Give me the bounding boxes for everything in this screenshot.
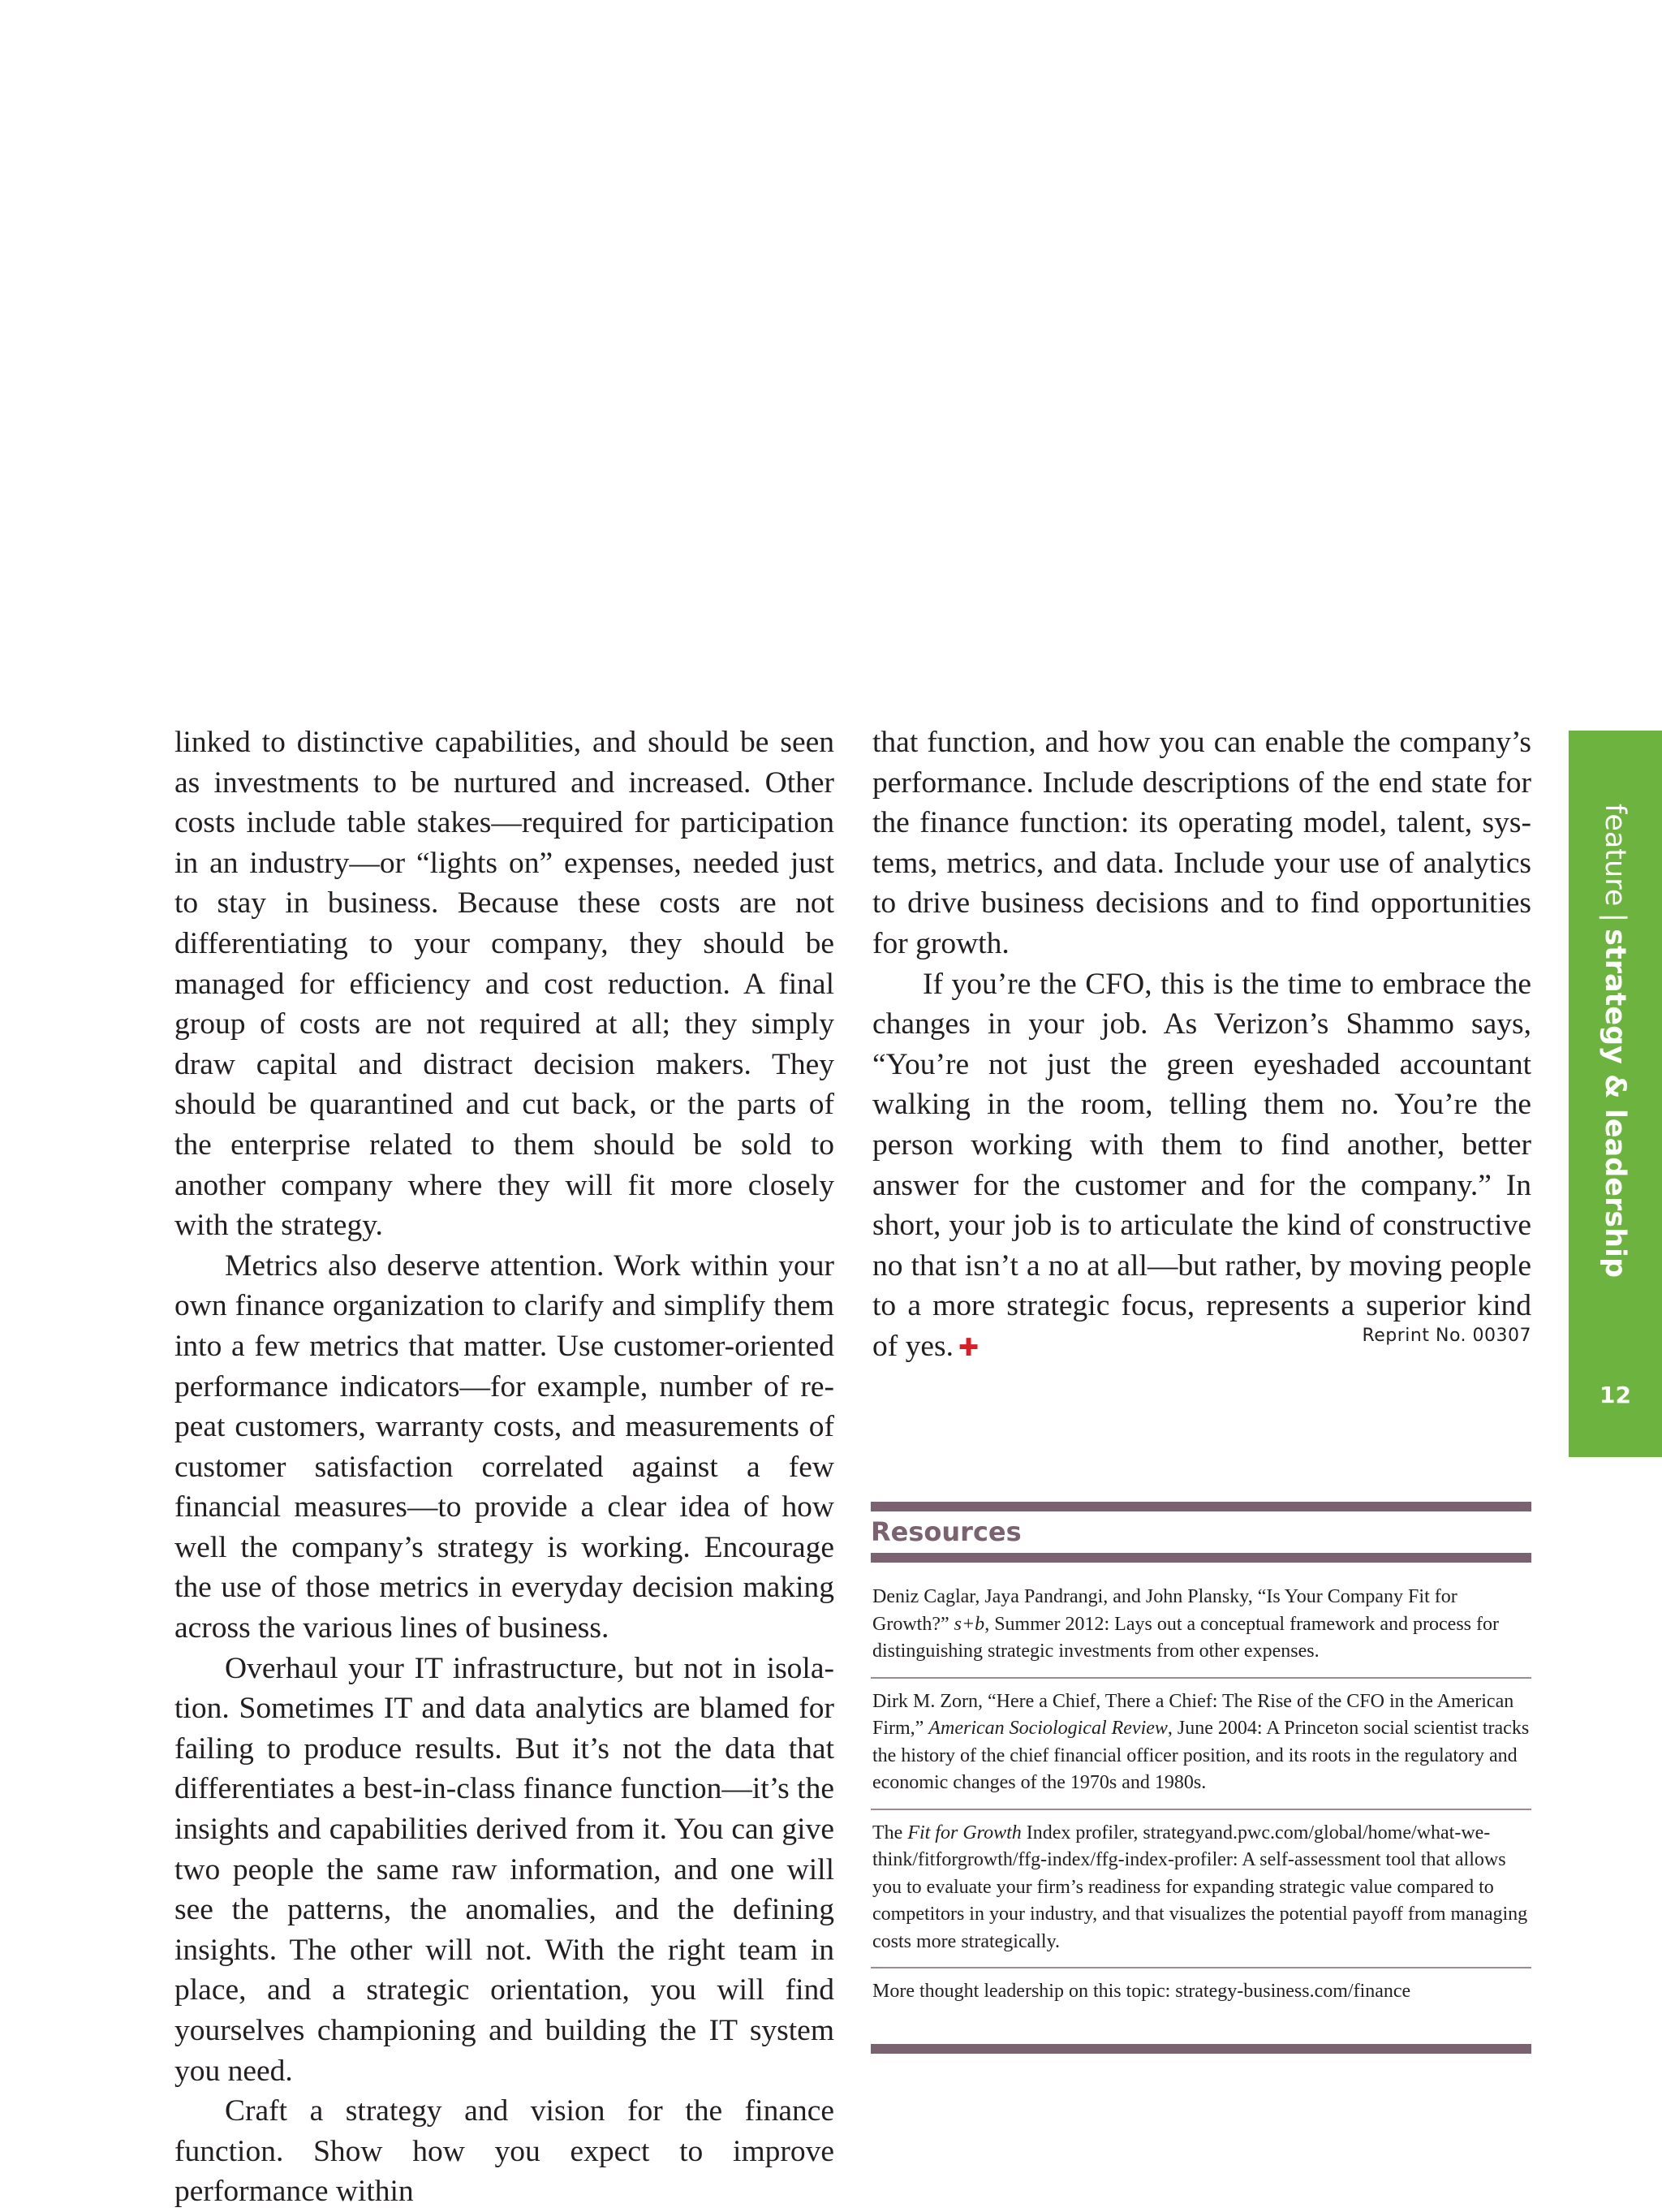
article-column-right xyxy=(872,722,1531,1369)
end-mark-icon: ✚ xyxy=(958,1333,980,1362)
section-name: feature xyxy=(1599,804,1631,907)
section-separator: | xyxy=(1599,912,1631,923)
resource-item: Dirk M. Zorn, “Here a Chief, There a Chief: The Rise of the CFO in the American Firm,” American Sociological Review, June 2004: A Princeton social scientist tracks the history of the chief financial officer position, and its roots in the regulatory and economic changes of the 1970s and 1980s. xyxy=(871,1679,1531,1810)
body-paragraph: Craft a strategy and vision for the finance function. Show how you expect to improve performance within xyxy=(174,2094,834,2209)
closing-paragraph-text: If you’re the CFO, this is the time to embrace the changes in your job. As Verizon’s Shammo says, “You’re not just the green eyeshaded accountant walking in the room, telling them no. You’re the person working with them to find another, better answer for the customer and for the company.” In short, your job is to articulate the kind of constructive no that isn’t a no at all—but rather, by moving people to a more strategic focus, represents a superior kind of yes. xyxy=(872,967,1531,1363)
body-paragraph: Metrics also deserve attention. Work within your own finance organization to clarify and simplify them into a few metrics that matter. Use customer-oriented performance indicators—for example, number of repeat customers, warranty costs, and measurements of customer satisfaction correlated against a few financial measures—to provide a clear idea of how well the company’s strategy is working. Encourage the use of those metrics in everyday decision making across the various lines of business. xyxy=(174,1248,834,1645)
resources-rule-bottom xyxy=(871,2044,1531,2054)
resources-rule-middle xyxy=(871,1553,1531,1563)
body-paragraph: linked to distinctive capabilities, and should be seen as investments to be nurtured and increased. Other costs include table stakes—required for participation in an industry—or “lights on” expenses, needed just to stay in business. Because these costs are not differentiating to your company, they should be managed for efficiency and cost reduction. A final group of costs are not required at all; they simply draw capital and distract decision makers. They should be quarantined and cut back, or the parts of the enterprise related to them should be sold to another company where they will fit more closely with the strategy. xyxy=(174,726,834,1243)
body-paragraph: that function, and how you can enable the company’s performance. Include descriptions of the end state for the finance function: its operating model, talent, systems, metrics, and data. Include your use of analytics to drive business decisions and to find opportunities for growth. xyxy=(872,726,1531,960)
body-paragraph xyxy=(872,964,1531,1369)
resources-rule-top xyxy=(871,1502,1531,1511)
resource-item: The Fit for Growth Index profiler, strategyand.pwc.com/global/home/what-we-think/fitforgrowth/ffg-index/ffg-index-profiler: A self-assessment tool that allows you to evaluate your firm’s readiness for expanding strategic value compared to competitors in your industry, and that visualizes the potential payoff from managing costs more strategically. xyxy=(871,1810,1531,1969)
section-label xyxy=(1591,804,1639,1278)
resource-item: More thought leadership on this topic: strategy-business.com/finance xyxy=(872,1981,1411,2002)
resources-title: Resources xyxy=(871,1516,1022,1547)
resource-item: Deniz Caglar, Jaya Pandrangi, and John Plansky, “Is Your Company Fit for Growth?” s+b, Summer 2012: Lays out a conceptual framework and process for distinguishing strategic investments from other expenses. xyxy=(871,1579,1531,1679)
resources-list xyxy=(871,1579,1531,2017)
article-column-left xyxy=(174,722,834,2212)
reprint-number: Reprint No. 00307 xyxy=(1362,1326,1531,1346)
section-topic: strategy & leadership xyxy=(1599,929,1631,1278)
page-number: 12 xyxy=(1600,1382,1631,1408)
body-paragraph: Overhaul your IT infrastructure, but not in isolation. Sometimes IT and data analytics are blamed for failing to produce results. But it’s not the data that differentiates a best-in-class finance function—it’s the insights and capabilities derived from it. You can give two people the same raw information, and one will see the patterns, the anomalies, and the defining insights. The other will not. With the right team in place, and a strategic orientation, you will find yourselves championing and building the IT system you need. xyxy=(174,1651,834,2088)
